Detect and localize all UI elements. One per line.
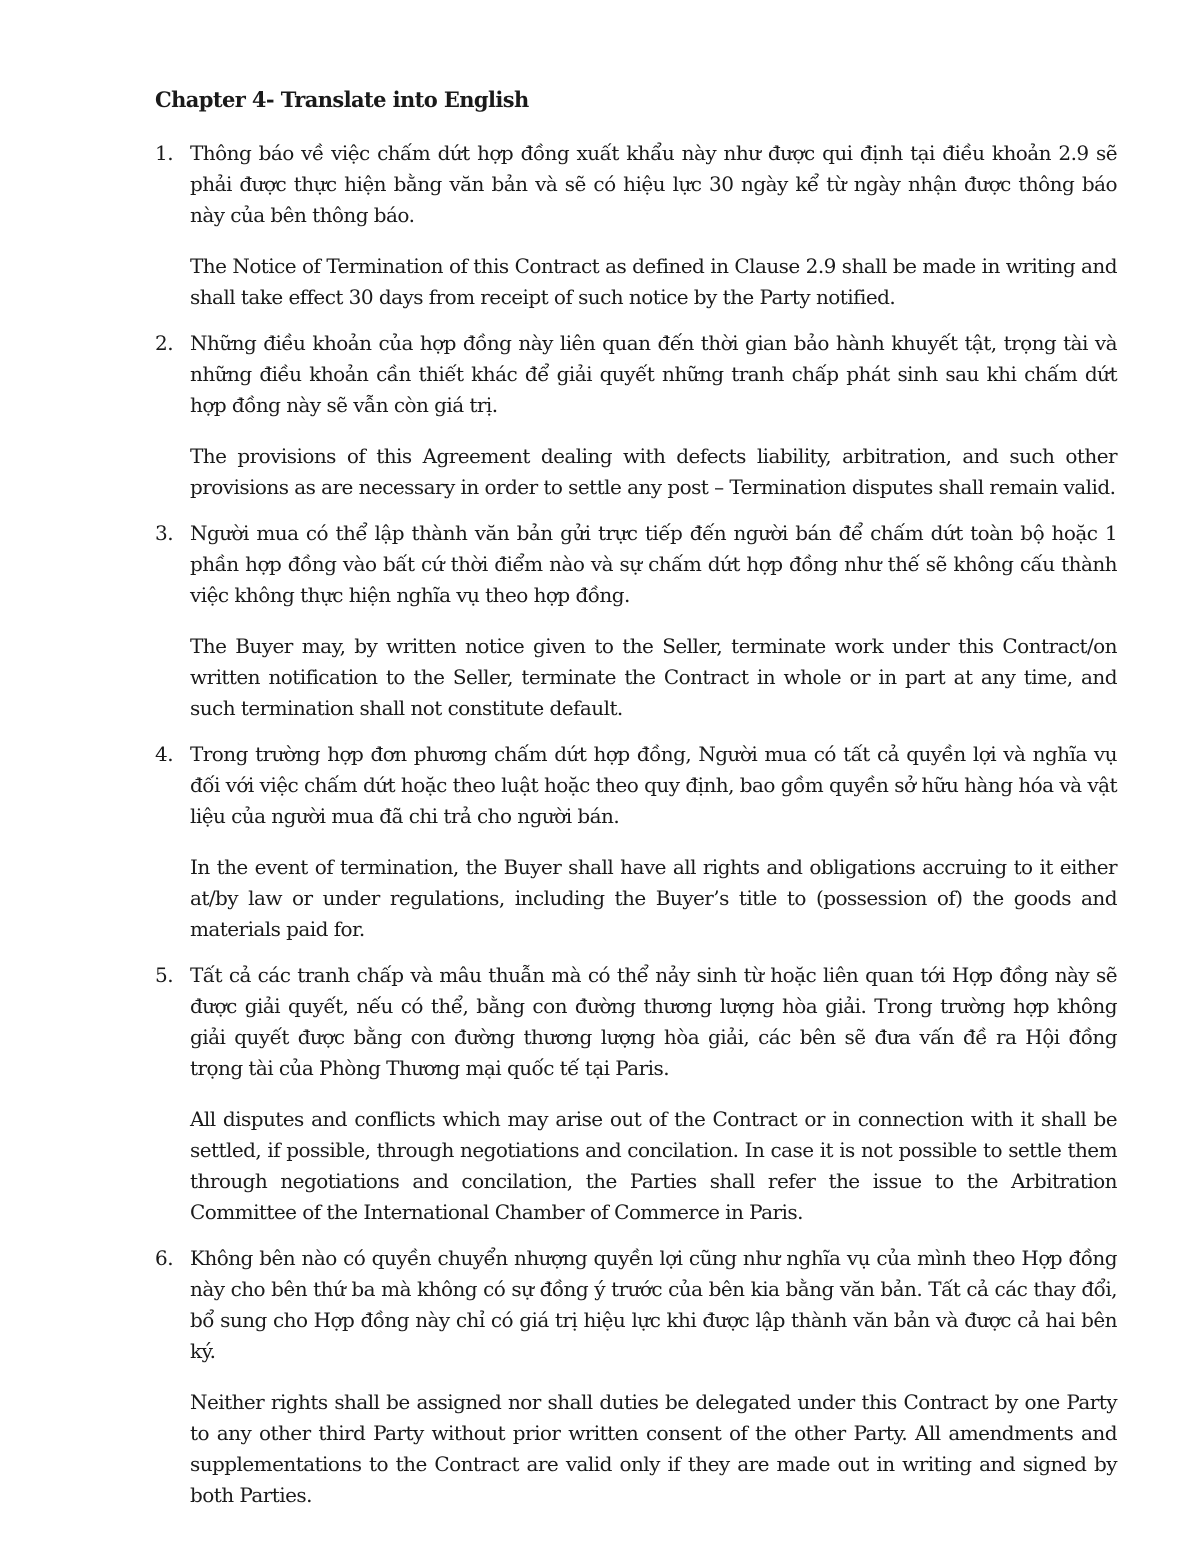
item-number: 2. (155, 331, 174, 355)
item-content (190, 739, 1117, 945)
vietnamese-text: Những điều khoản của hợp đồng này liên quan đến thời gian bảo hành khuyết tật, trọng tài và những điều khoản cần thiết khác để giải quyết những tranh chấp phát sinh sau khi chấm dứt hợp đồng này sẽ vẫn còn giá trị. (190, 331, 1117, 417)
vietnamese-text: Không bên nào có quyền chuyển nhượng quyền lợi cũng như nghĩa vụ của mình theo Hợp đồng này cho bên thứ ba mà không có sự đồng ý trước của bên kia bằng văn bản. Tất cả các thay đổi, bổ sung cho Hợp đồng này chỉ có giá trị hiệu lực khi được lập thành văn bản và được cả hai bên ký. (190, 1246, 1117, 1363)
english-translation: The Notice of Termination of this Contract as defined in Clause 2.9 shall be made in writing and shall take effect 30 days from receipt of such notice by the Party notified. (190, 254, 1117, 309)
english-translation: The provisions of this Agreement dealing with defects liability, arbitration, and such other provisions as are necessary in order to settle any post – Termination disputes shall remain valid. (190, 444, 1117, 499)
item-number: 4. (155, 742, 174, 766)
item-number: 3. (155, 521, 174, 545)
list-item-6 (155, 1243, 1117, 1511)
vietnamese-text: Trong trường hợp đơn phương chấm dứt hợp đồng, Người mua có tất cả quyền lợi và nghĩa vụ đối với việc chấm dứt hoặc theo luật hoặc theo quy định, bao gồm quyền sở hữu hàng hóa và vật liệu của người mua đã chi trả cho người bán. (190, 742, 1117, 828)
english-translation: All disputes and conflicts which may arise out of the Contract or in connection with it shall be settled, if possible, through negotiations and concilation. In case it is not possible to settle them through negotiations and concilation, the Parties shall refer the issue to the Arbitration Committee of the International Chamber of Commerce in Paris. (190, 1107, 1117, 1224)
english-translation: Neither rights shall be assigned nor shall duties be delegated under this Contract by one Party to any other third Party without prior written consent of the other Party. All amendments and supplementations to the Contract are valid only if they are made out in writing and signed by both Parties. (190, 1390, 1117, 1507)
item-content (190, 518, 1117, 724)
item-content (190, 1243, 1117, 1511)
vietnamese-text: Thông báo về việc chấm dứt hợp đồng xuất khẩu này như được qui định tại điều khoản 2.9 sẽ phải được thực hiện bằng văn bản và sẽ có hiệu lực 30 ngày kể từ ngày nhận được thông báo này của bên thông báo. (190, 141, 1117, 227)
item-content (190, 960, 1117, 1228)
list-item-2 (155, 328, 1117, 503)
item-number: 5. (155, 963, 174, 987)
list-item-5 (155, 960, 1117, 1228)
english-translation: In the event of termination, the Buyer shall have all rights and obligations accruing to it either at/by law or under regulations, including the Buyer’s title to (possession of) the goods and materials paid for. (190, 855, 1117, 941)
item-content (190, 138, 1117, 313)
document-title: Chapter 4- Translate into English (155, 87, 529, 112)
english-translation: The Buyer may, by written notice given to the Seller, terminate work under this Contract/on written notification to the Seller, terminate the Contract in whole or in part at any time, and such termination shall not constitute default. (190, 634, 1117, 720)
item-content (190, 328, 1117, 503)
vietnamese-text: Người mua có thể lập thành văn bản gửi trực tiếp đến người bán để chấm dứt toàn bộ hoặc 1 phần hợp đồng vào bất cứ thời điểm nào và sự chấm dứt hợp đồng như thế sẽ không cấu thành việc không thực hiện nghĩa vụ theo hợp đồng. (190, 521, 1117, 607)
list-item-4 (155, 739, 1117, 945)
document-page (155, 86, 1117, 1526)
item-number: 6. (155, 1246, 174, 1270)
vietnamese-text: Tất cả các tranh chấp và mâu thuẫn mà có thể nảy sinh từ hoặc liên quan tới Hợp đồng này sẽ được giải quyết, nếu có thể, bằng con đường thương lượng hòa giải. Trong trường hợp không giải quyết được bằng con đường thương lượng hòa giải, các bên sẽ đưa vấn đề ra Hội đồng trọng tài của Phòng Thương mại quốc tế tại Paris. (190, 963, 1117, 1080)
item-number: 1. (155, 141, 174, 165)
list-item-1 (155, 138, 1117, 313)
list-item-3 (155, 518, 1117, 724)
